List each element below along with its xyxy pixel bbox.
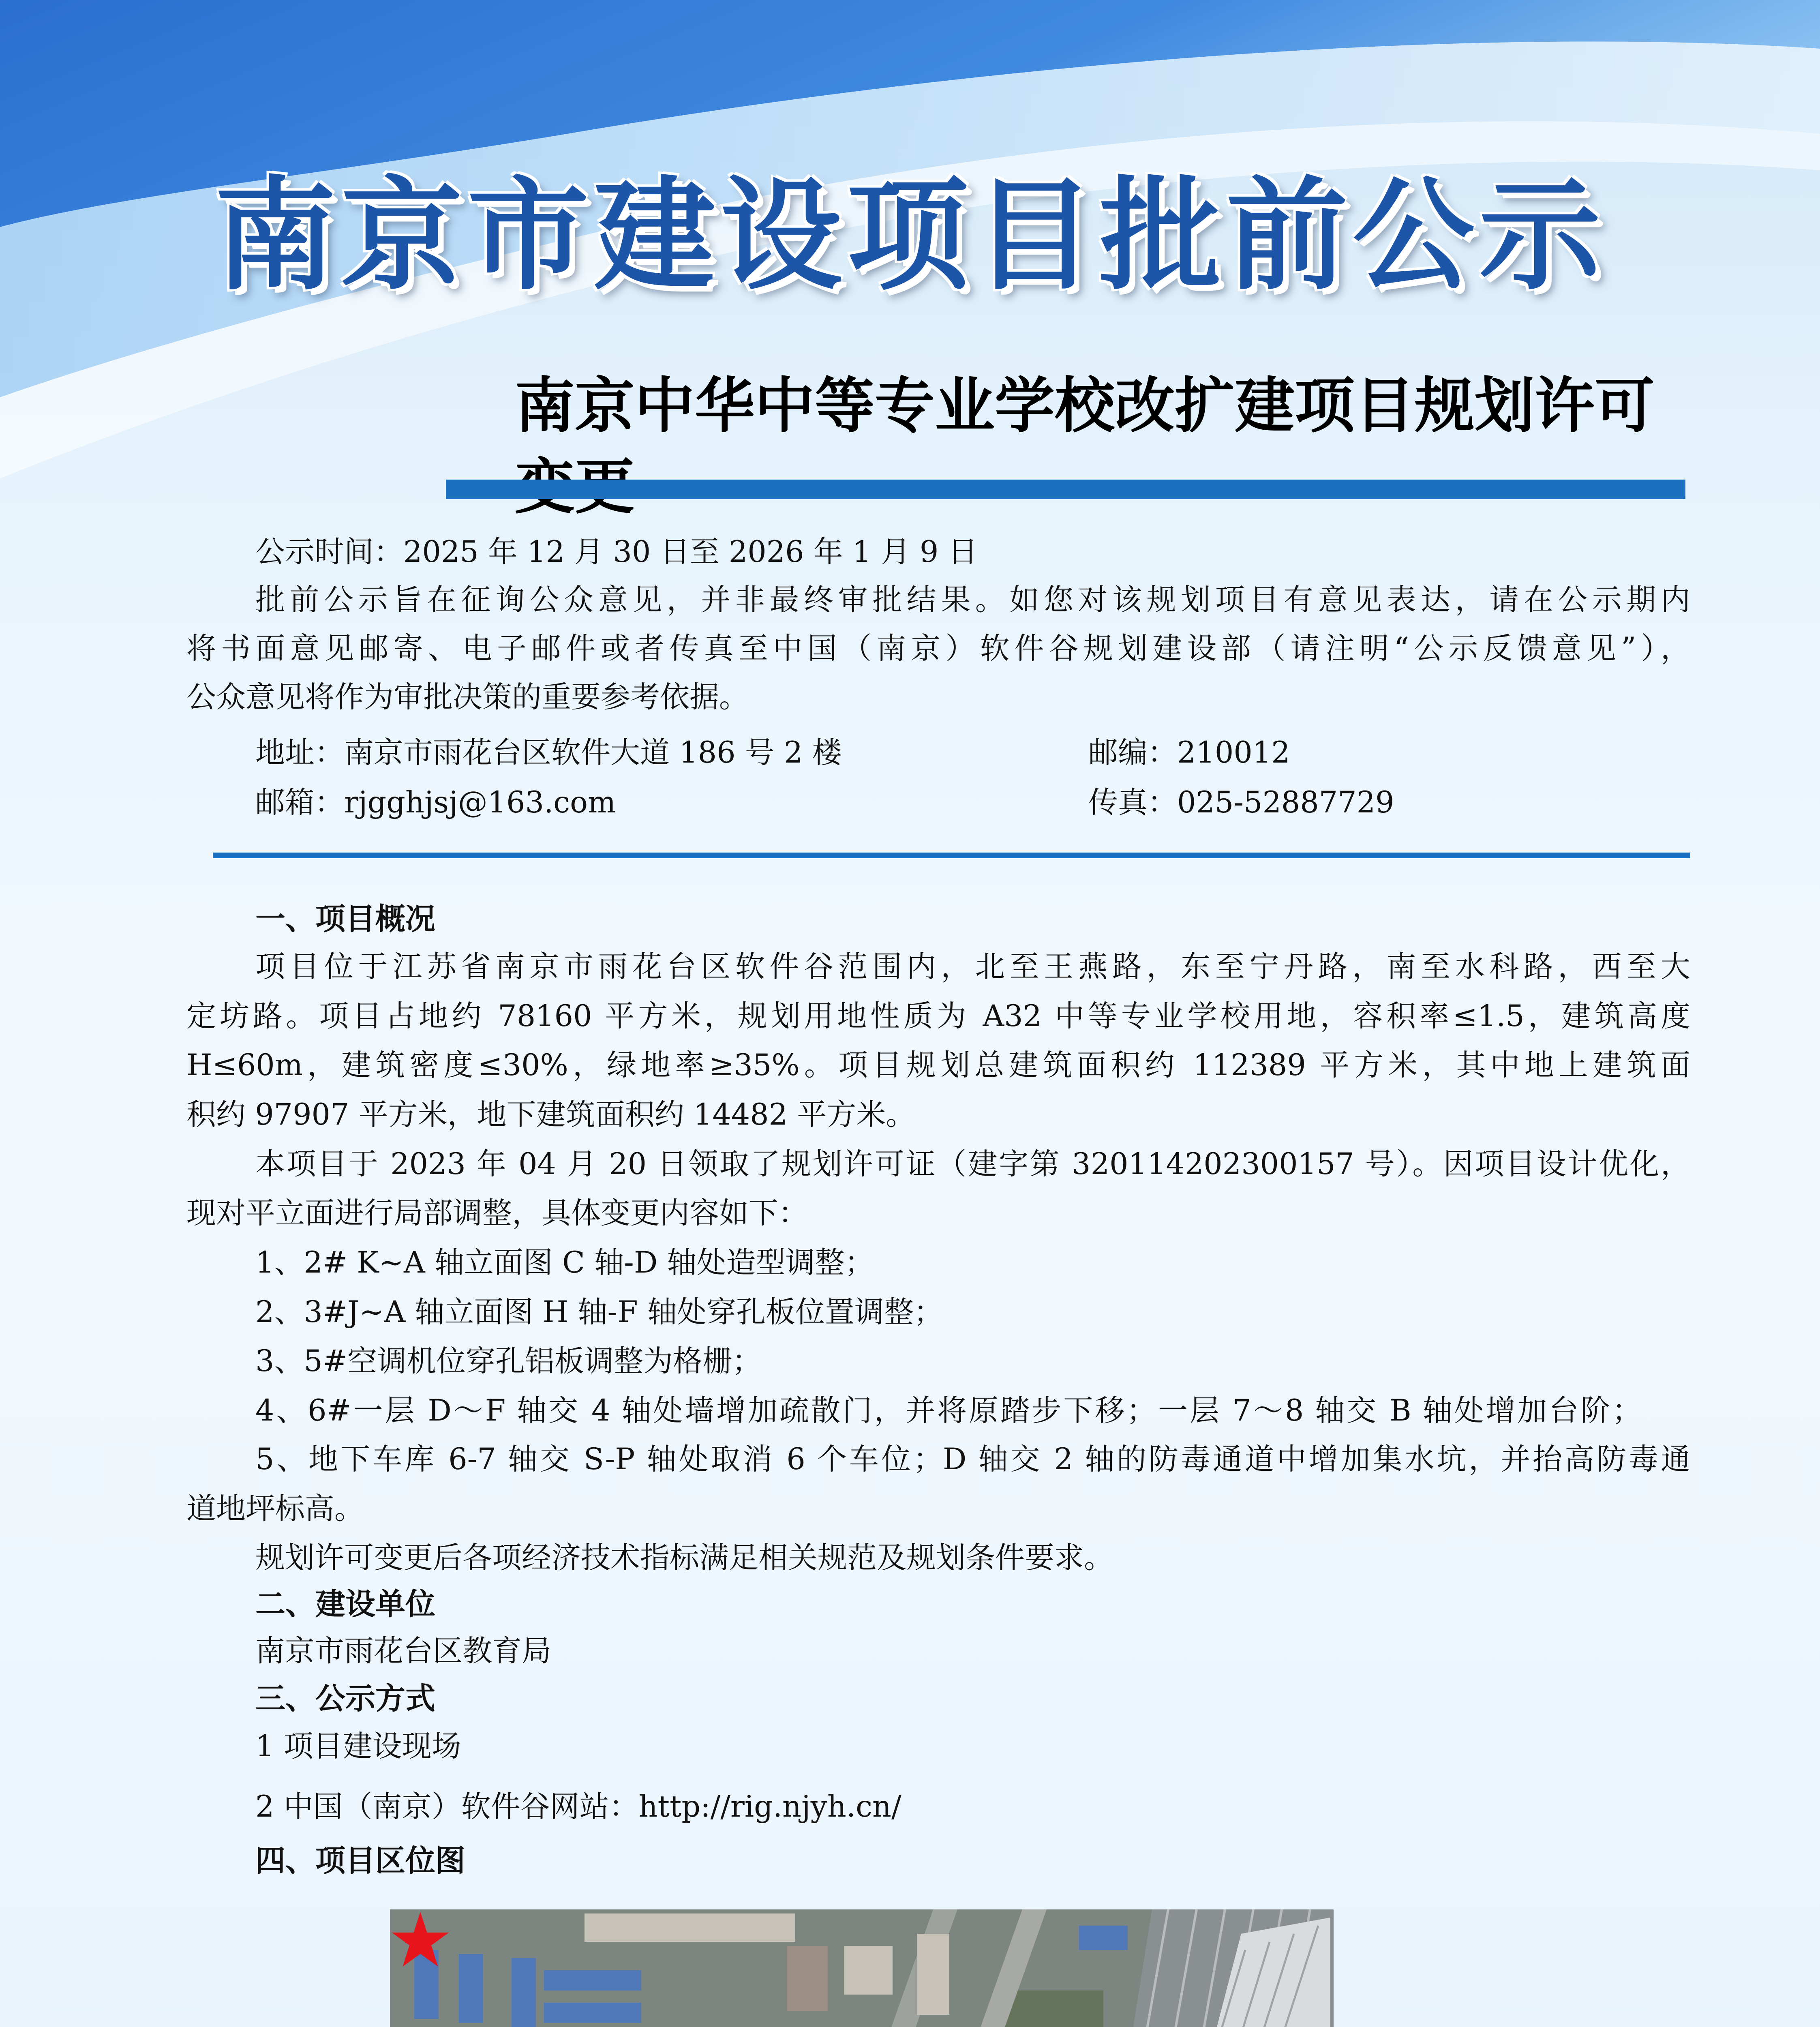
change-item: 道地坪标高。 xyxy=(186,1491,364,1526)
paragraph-line: 定坊路。项目占地约 78160 平方米，规划用地性质为 A32 中等专业学校用地，容积率≤1.5，建筑高度 xyxy=(186,999,1690,1033)
title-divider xyxy=(446,480,1685,499)
paragraph-line: H≤60m，建筑密度≤30%，绿地率≥35%。项目规划总建筑面积约 112389 平方米，其中地上建筑面 xyxy=(186,1048,1690,1082)
section-heading: 三、公示方式 xyxy=(255,1681,435,1716)
publicity-item-website[interactable]: 2 中国（南京）软件谷网站：http://rig.njyh.cn/ xyxy=(255,1789,901,1824)
contact-postcode: 邮编：210012 xyxy=(1088,735,1290,770)
section-divider xyxy=(213,853,1690,858)
change-item: 5、地下车库 6-7 轴交 S-P 轴处取消 6 个车位；D 轴交 2 轴的防毒通道中增加集水坑，并抬高防毒通 xyxy=(255,1442,1690,1476)
contact-email[interactable]: 邮箱：rjgghjsj@163.com xyxy=(255,785,616,820)
star-icon xyxy=(390,1909,451,1970)
paragraph-line: 规划许可变更后各项经济技术指标满足相关规范及规划条件要求。 xyxy=(255,1541,1113,1575)
publicity-item: 1 项目建设现场 xyxy=(255,1729,461,1763)
paragraph-line: 本项目于 2023 年 04 月 20 日领取了规划许可证（建字第 320114202300157 号）。因项目设计优化， xyxy=(255,1147,1690,1181)
section-heading: 一、项目概况 xyxy=(255,902,435,936)
satellite-image xyxy=(390,1909,1334,2027)
change-item: 4、6#一层 D～F 轴交 4 轴处墙增加疏散门，并将原踏步下移；一层 7～8 轴交 B 轴处增加台阶； xyxy=(255,1393,1642,1428)
change-item: 1、2# K~A 轴立面图 C 轴-D 轴处造型调整； xyxy=(255,1245,874,1280)
sub-title: 南京中华中等专业学校改扩建项目规划许可 xyxy=(515,370,1655,441)
contact-address: 地址：南京市雨花台区软件大道 186 号 2 楼 xyxy=(255,735,842,770)
section-heading: 二、建设单位 xyxy=(255,1587,435,1622)
contact-fax: 传真：025-52887729 xyxy=(1088,785,1394,820)
notice-intro-line: 将书面意见邮寄、电子邮件或者传真至中国（南京）软件谷规划建设部（请注明“公示反馈意见”）， xyxy=(186,631,1690,666)
location-map xyxy=(390,1909,1334,2027)
paragraph-line: 项目位于江苏省南京市雨花台区软件谷范围内，北至王燕路，东至宁丹路，南至水科路，西至大 xyxy=(255,949,1690,984)
section-heading: 四、项目区位图 xyxy=(255,1843,465,1878)
paragraph-line: 积约 97907 平方米，地下建筑面积约 14482 平方米。 xyxy=(186,1097,916,1132)
change-item: 2、3#J~A 轴立面图 H 轴-F 轴处穿孔板位置调整； xyxy=(255,1295,943,1329)
notice-time: 公示时间：2025 年 12 月 30 日至 2026 年 1 月 9 日 xyxy=(255,535,978,569)
notice-intro-line: 公众意见将作为审批决策的重要参考依据。 xyxy=(186,680,749,714)
change-item: 3、5#空调机位穿孔铝板调整为格栅； xyxy=(255,1344,762,1378)
main-title: 南京市建设项目批前公示 xyxy=(214,163,1606,306)
notice-intro-line: 批前公示旨在征询公众意见，并非最终审批结果。如您对该规划项目有意见表达，请在公示期内 xyxy=(255,583,1690,617)
builder-name: 南京市雨花台区教育局 xyxy=(255,1634,551,1668)
paragraph-line: 现对平立面进行局部调整，具体变更内容如下： xyxy=(186,1196,808,1230)
